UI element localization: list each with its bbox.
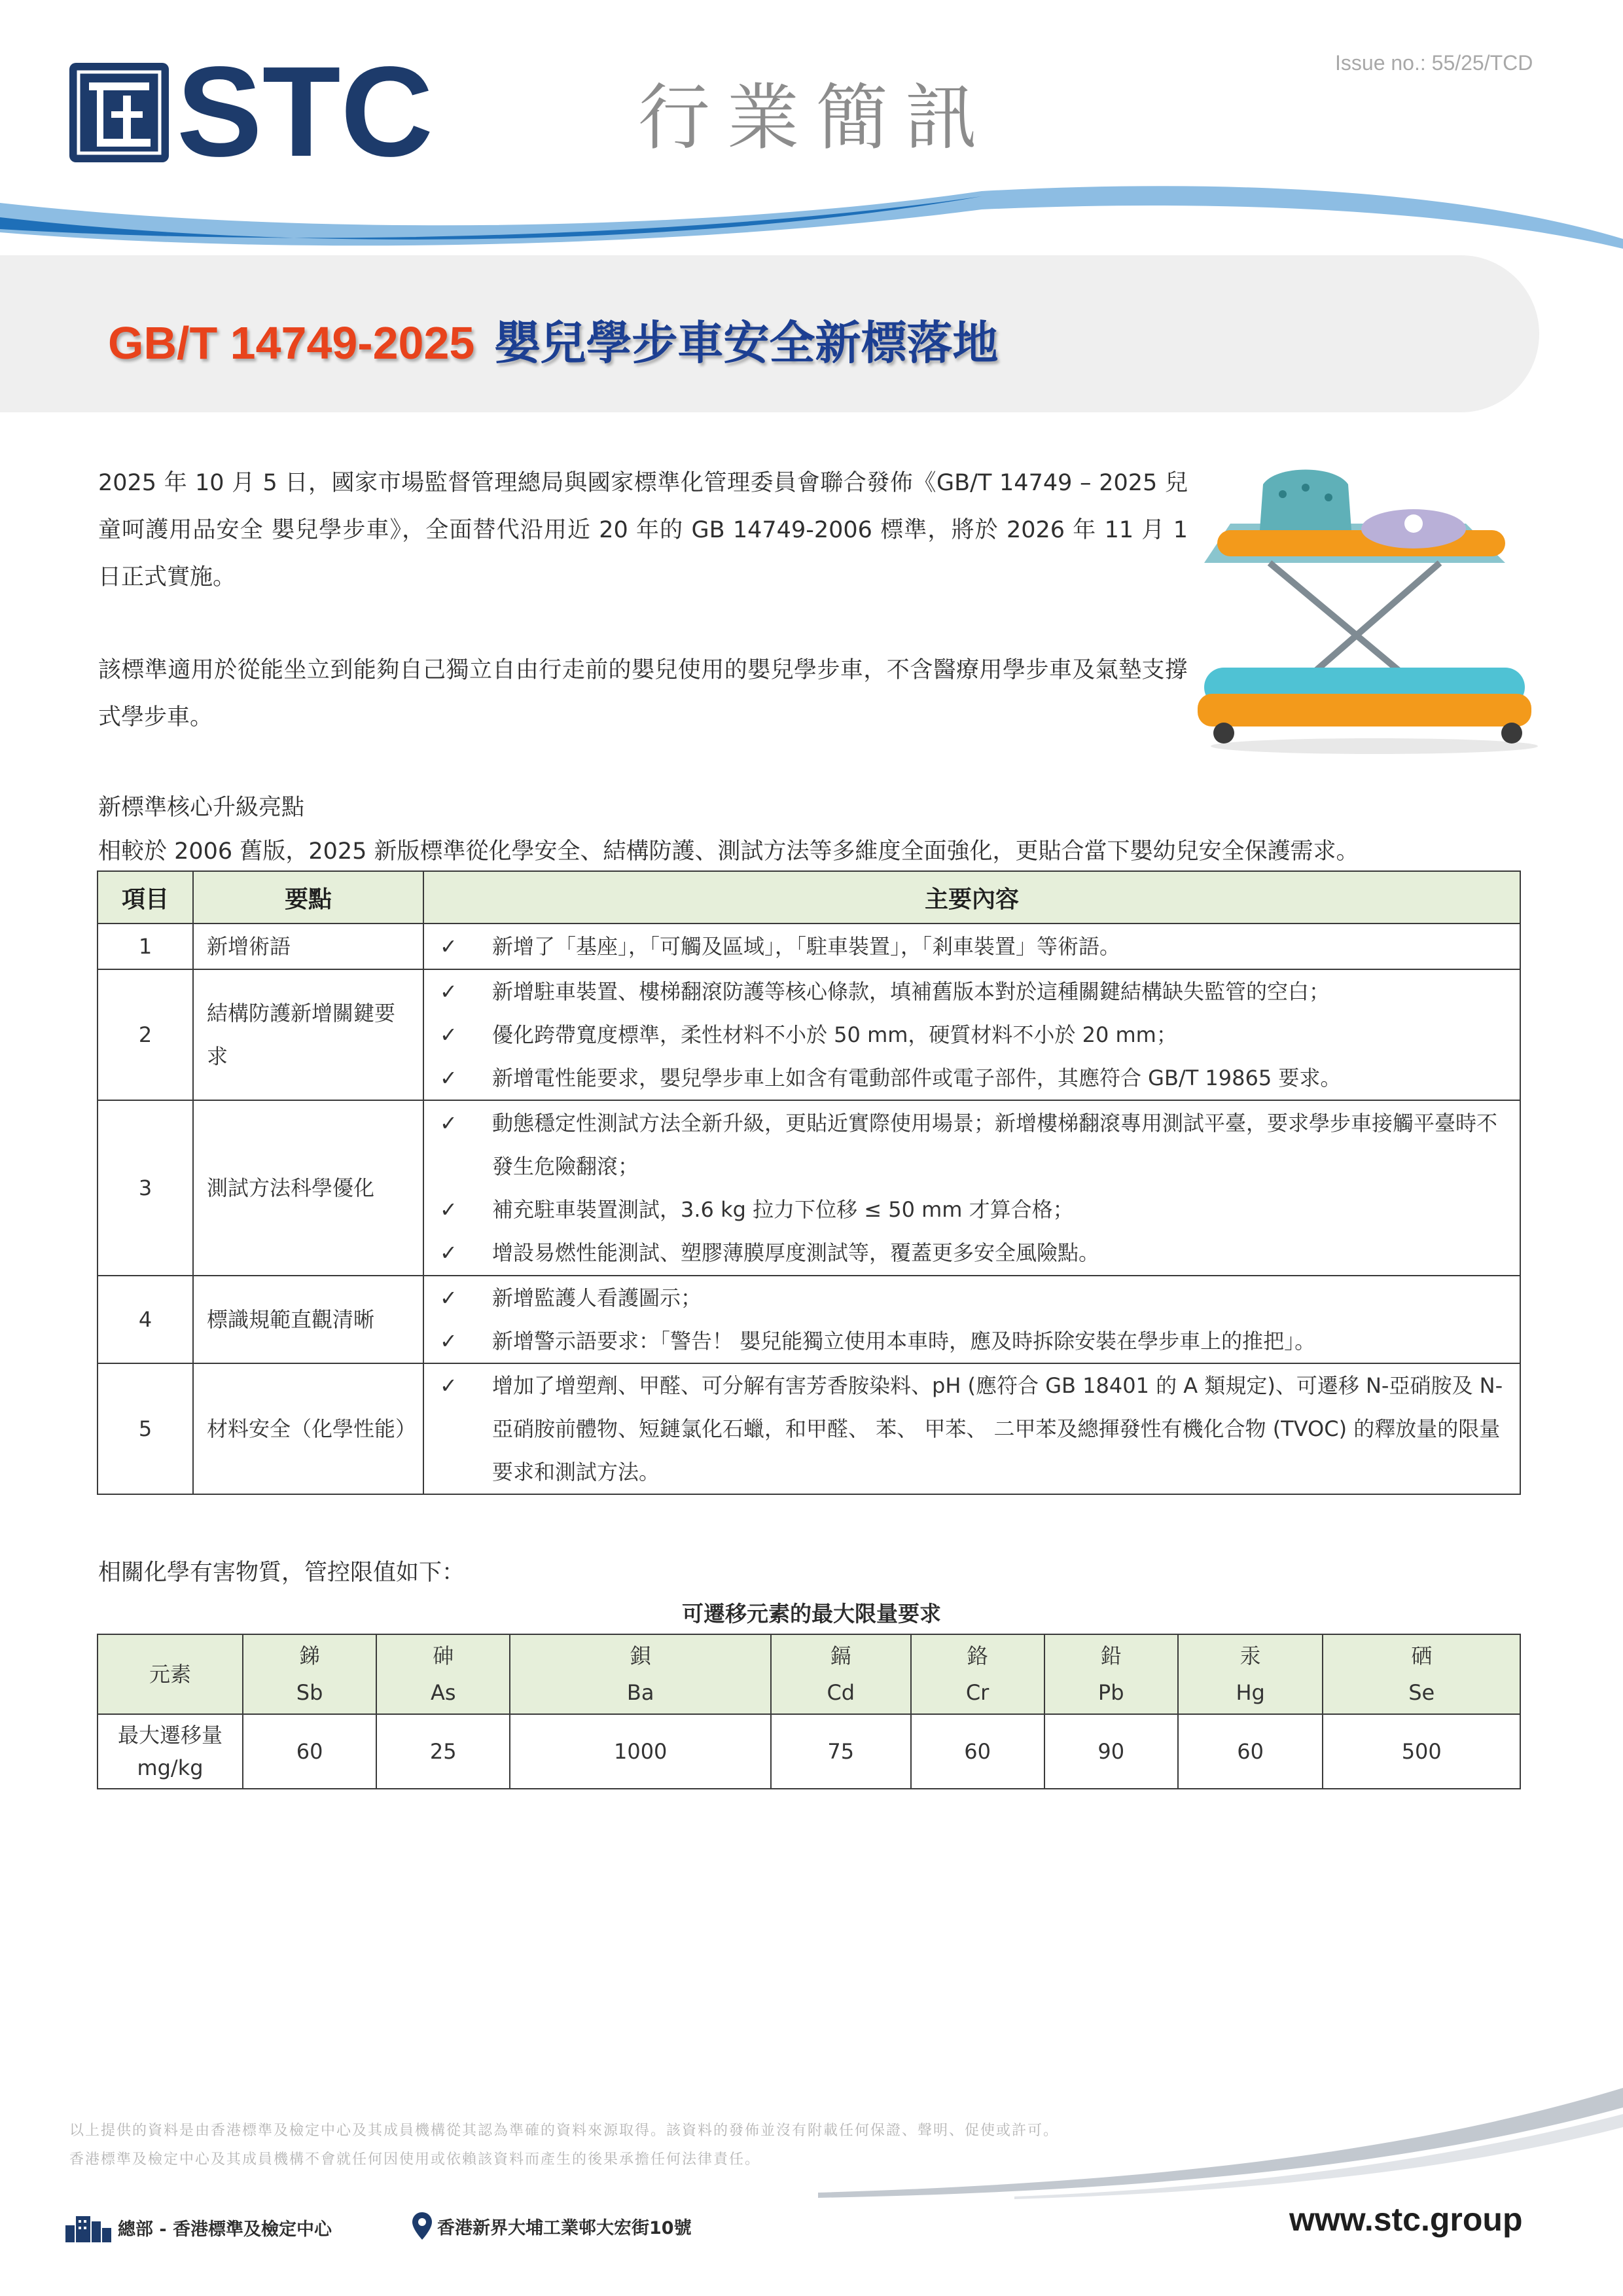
highlights-heading: 新標準核心升級亮點: [98, 795, 305, 821]
content-item: ✓ 新增警示語要求：「警告！ 嬰兒能獨立使用本車時，應及時拆除安裝在學步車上的推把」。: [435, 1319, 1509, 1363]
table-row: [98, 1276, 1520, 1363]
baby-walker-image: [1191, 458, 1544, 759]
check-icon: ✓: [440, 934, 457, 959]
row-number: 5: [98, 1363, 193, 1494]
highlights-table: [97, 870, 1521, 1495]
table-row: [98, 1714, 1520, 1789]
footer-website-link[interactable]: www.stc.group: [1289, 2201, 1523, 2238]
limit-value: 60: [1178, 1714, 1323, 1789]
row-point: 新增術語: [193, 924, 423, 969]
element-cell: 鉻 Cr: [911, 1634, 1044, 1714]
check-icon: ✓: [440, 1329, 457, 1354]
row-number: 2: [98, 969, 193, 1100]
limit-value: 90: [1044, 1714, 1178, 1789]
issue-number: Issue no.: 55/25/TCD: [1335, 51, 1533, 75]
element-cell: 鋇 Ba: [510, 1634, 771, 1714]
intro-paragraph-2: 該標準適用於從能坐立到能夠自己獨立自由行走前的嬰兒使用的嬰兒學步車，不含醫療用學步車及氣墊支撐式學步車。: [98, 657, 1188, 730]
element-cell: 汞 Hg: [1178, 1634, 1323, 1714]
disclaimer-line-2: 香港標準及檢定中心及其成員機構不會就任何因使用或依賴該資料而產生的後果承擔任何法律責任。: [69, 2151, 761, 2168]
content-item: ✓ 補充駐車裝置測試，3.6 kg 拉力下位移 ≤ 50 mm 才算合格；: [435, 1188, 1509, 1231]
limit-value: 500: [1323, 1714, 1520, 1789]
building-icon: [65, 2212, 111, 2242]
column-header: 主要內容: [423, 871, 1520, 924]
intro-paragraph-1: 2025 年 10 月 5 日，國家市場監督管理總局與國家標準化管理委員會聯合發佈《GB/T 14749 – 2025 兒童呵護用品安全 嬰兒學步車》，全面替代沿用近 20 年的 GB 14749-2006 標準，將於 2026 年 11 月 1 日正式實施。: [98, 470, 1188, 590]
row-number: 1: [98, 924, 193, 969]
element-cell: 鉛 Pb: [1044, 1634, 1178, 1714]
check-icon: ✓: [440, 1111, 457, 1136]
footer-address: 香港新界大埔工業邨大宏街10號: [412, 2212, 692, 2240]
check-icon: ✓: [440, 1285, 457, 1310]
content-item: ✓ 新增駐車裝置、樓梯翻滾防護等核心條款，填補舊版本對於這種關鍵結構缺失監管的空白；: [435, 970, 1509, 1013]
content-item: ✓ 增加了增塑劑、甲醛、可分解有害芳香胺染料、pH (應符合 GB 18401 的 A 類規定)、可遷移 N-亞硝胺及 N-亞硝胺前體物、短鏈氯化石蠟，和甲醛、 苯、 甲苯、 二甲苯及總揮發性有機化合物 (TVOC) 的釋放量的限量要求和測試方法。: [435, 1364, 1509, 1494]
row-number: 3: [98, 1100, 193, 1276]
limit-value: 60: [243, 1714, 376, 1789]
page-title: [108, 306, 998, 372]
stc-logo: [68, 60, 461, 165]
content-item: ✓ 動態穩定性測試方法全新升級，更貼近實際使用場景；新增樓梯翻滾專用測試平臺，要求學步車接觸平臺時不發生危險翻滾；: [435, 1102, 1509, 1188]
limit-label: 最大遷移量 mg/kg: [98, 1714, 243, 1789]
content-item: ✓ 增設易燃性能測試、塑膠薄膜厚度測試等，覆蓋更多安全風險點。: [435, 1231, 1509, 1274]
check-icon: ✓: [440, 1197, 457, 1222]
title-standard: GB/T 14749-2025: [108, 317, 475, 368]
row-number: 4: [98, 1276, 193, 1363]
check-icon: ✓: [440, 1240, 457, 1265]
row-point: 標識規範直觀清晰: [193, 1276, 423, 1363]
table-header-row: [98, 871, 1520, 924]
check-icon: ✓: [440, 1022, 457, 1047]
limit-value: 25: [376, 1714, 510, 1789]
table-row: [98, 1100, 1520, 1276]
brand-name: STC: [177, 60, 433, 165]
row-point: 測試方法科學優化: [193, 1100, 423, 1276]
brand-tagline: 行業簡訊: [638, 76, 994, 160]
disclaimer-line-1: 以上提供的資料是由香港標準及檢定中心及其成員機構從其認為準確的資料來源取得。該資料的發佈並沒有附載任何保證、聲明、促使或許可。: [69, 2123, 1060, 2139]
limit-value: 75: [771, 1714, 910, 1789]
title-text: 嬰兒學步車安全新標落地: [494, 317, 999, 368]
content-item: ✓ 新增電性能要求，嬰兒學步車上如含有電動部件或電子部件，其應符合 GB/T 19865 要求。: [435, 1056, 1509, 1100]
location-pin-icon: [412, 2212, 432, 2240]
table-header-row: [98, 1634, 1520, 1714]
limits-table: [97, 1634, 1521, 1789]
limits-table-title: 可遷移元素的最大限量要求: [682, 1601, 941, 1626]
column-header: 項目: [98, 871, 193, 924]
row-point: 材料安全（化學性能）: [193, 1363, 423, 1494]
element-cell: 鎘 Cd: [771, 1634, 910, 1714]
row-header: 元素: [98, 1634, 243, 1714]
footer-hq: 總部 - 香港標準及檢定中心: [65, 2212, 332, 2242]
check-icon: ✓: [440, 1066, 457, 1090]
row-point: 結構防護新增關鍵要求: [193, 969, 423, 1100]
content-item: ✓ 新增監護人看護圖示；: [435, 1276, 1509, 1319]
table-row: [98, 924, 1520, 969]
element-cell: 砷 As: [376, 1634, 510, 1714]
header-swoosh: [0, 177, 1623, 268]
chemicals-intro: 相關化學有害物質，管控限值如下：: [98, 1560, 465, 1586]
column-header: 要點: [193, 871, 423, 924]
content-item: ✓ 優化跨帶寬度標準，柔性材料不小於 50 mm，硬質材料不小於 20 mm；: [435, 1013, 1509, 1056]
element-cell: 硒 Se: [1323, 1634, 1520, 1714]
content-item: ✓ 新增了「基座」，「可觸及區域」，「駐車裝置」，「剎車裝置」等術語。: [435, 925, 1509, 968]
check-icon: ✓: [440, 1373, 457, 1398]
highlights-summary: 相較於 2006 舊版，2025 新版標準從化學安全、結構防護、測試方法等多維度全面強化，更貼合當下嬰幼兒安全保護需求。: [98, 838, 1359, 865]
limit-value: 1000: [510, 1714, 771, 1789]
table-row: [98, 1363, 1520, 1494]
check-icon: ✓: [440, 979, 457, 1004]
element-cell: 銻 Sb: [243, 1634, 376, 1714]
limit-value: 60: [911, 1714, 1044, 1789]
table-row: [98, 969, 1520, 1100]
footer-swoosh: [818, 2081, 1623, 2199]
